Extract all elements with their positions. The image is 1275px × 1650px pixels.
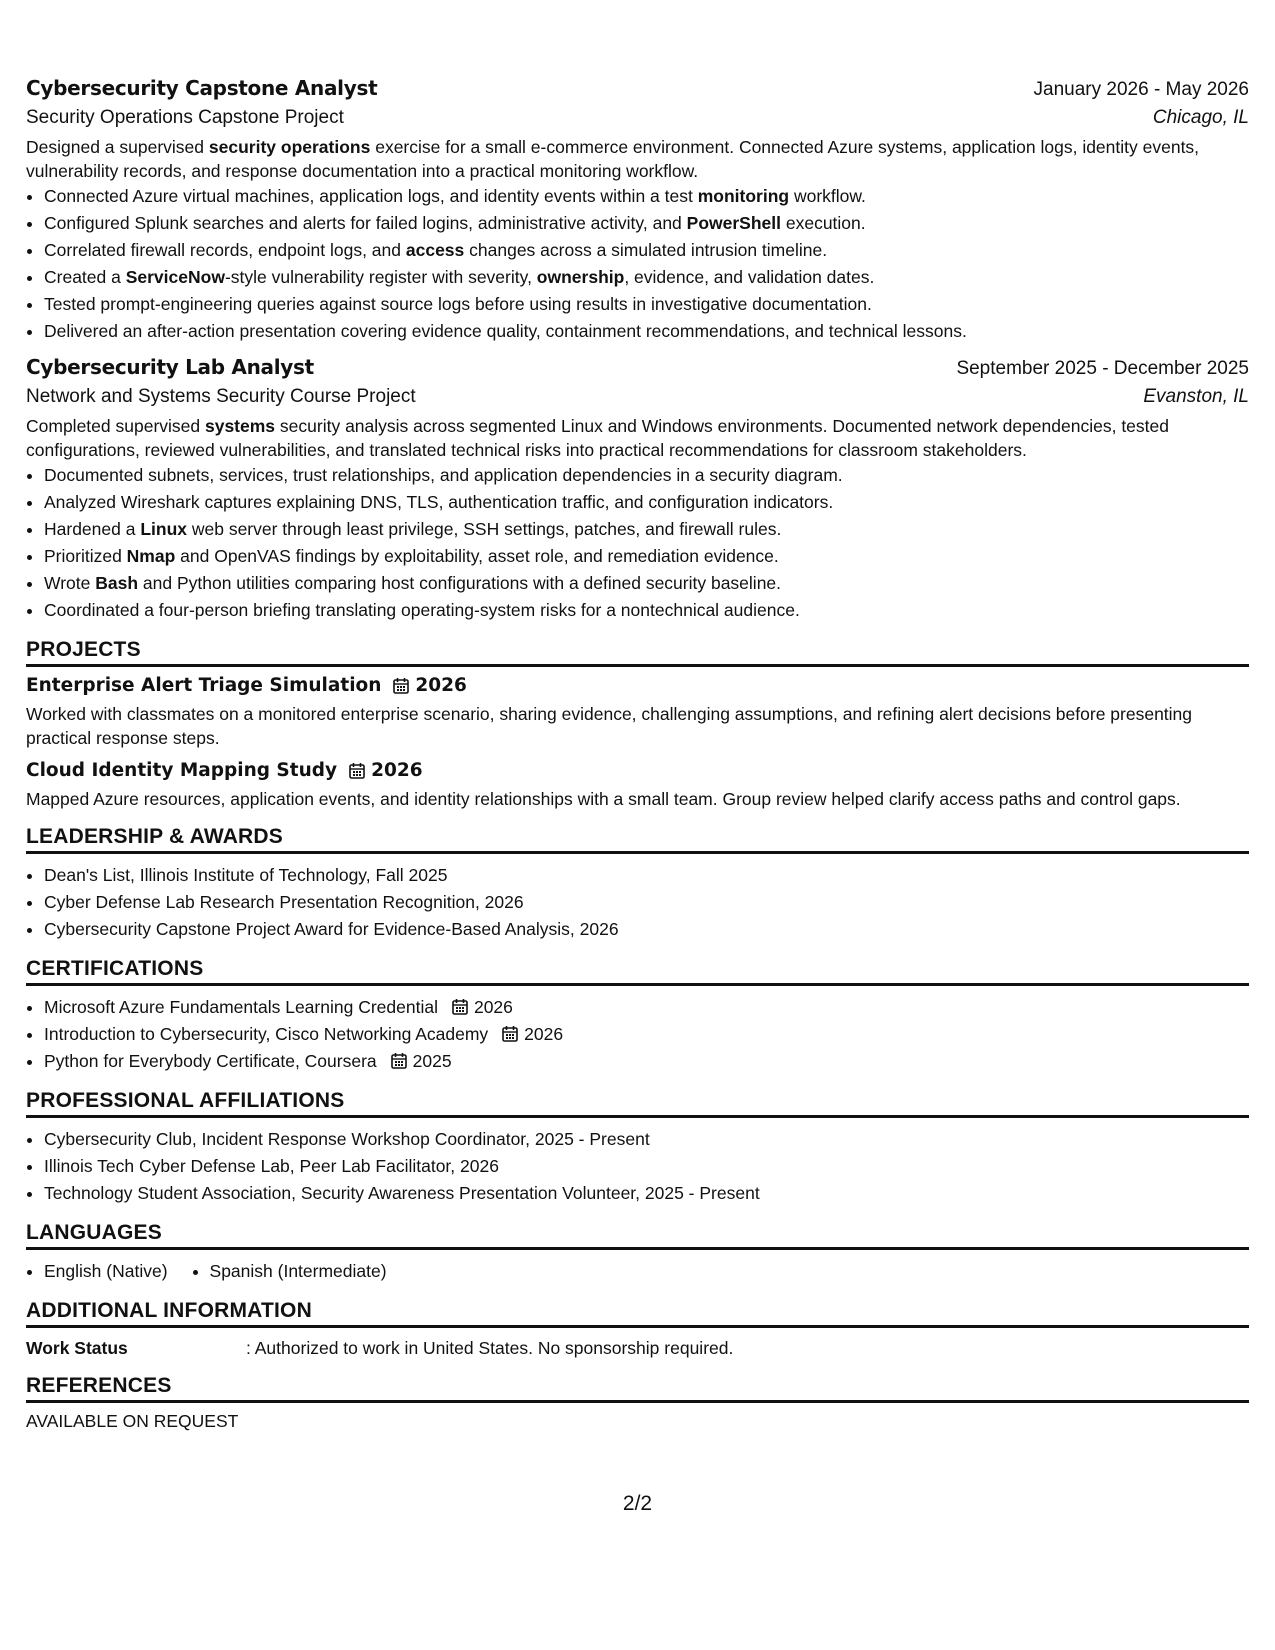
list-item: • Delivered an after-action presentation covering evidence quality, containment recommendations, and technical lessons. xyxy=(44,318,1249,345)
list-item: • Spanish (Intermediate) xyxy=(210,1258,387,1285)
project-year: 2026 xyxy=(415,675,467,696)
experience-entry xyxy=(26,76,1249,345)
section-title-leadership: LEADERSHIP & AWARDS xyxy=(26,825,1249,854)
calendar-icon xyxy=(452,998,468,1015)
list-item: • Coordinated a four-person briefing translating operating-system risks for a nontechnical audience. xyxy=(44,597,1249,624)
list-item: • Dean's List, Illinois Institute of Technology, Fall 2025 xyxy=(44,862,1249,889)
job-organization: Network and Systems Security Course Project xyxy=(26,386,416,407)
job-bullets xyxy=(26,462,1249,624)
list-item: • Microsoft Azure Fundamentals Learning Credential 2026 xyxy=(44,994,1249,1021)
list-item: • Wrote Bash and Python utilities comparing host configurations with a defined security baseline. xyxy=(44,570,1249,597)
job-title: Cybersecurity Lab Analyst xyxy=(26,355,314,379)
list-item: • Analyzed Wireshark captures explaining DNS, TLS, authentication traffic, and configuration indicators. xyxy=(44,489,1249,516)
job-bullets xyxy=(26,183,1249,345)
work-status-label: Work Status xyxy=(26,1338,128,1358)
section-title-additional: ADDITIONAL INFORMATION xyxy=(26,1299,1249,1328)
list-item: • English (Native) xyxy=(44,1258,168,1285)
certifications-list xyxy=(26,994,1249,1075)
job-dates: January 2026 - May 2026 xyxy=(1033,79,1249,100)
list-item: • Created a ServiceNow-style vulnerability register with severity, ownership, evidence, and validation dates. xyxy=(44,264,1249,291)
job-location: Chicago, IL xyxy=(1152,107,1249,128)
project-description: Worked with classmates on a monitored enterprise scenario, sharing evidence, challenging assumptions, and refining alert decisions before presenting practical response steps. xyxy=(26,704,1193,748)
list-item: • Hardened a Linux web server through least privilege, SSH settings, patches, and firewall rules. xyxy=(44,516,1249,543)
section-title-projects: PROJECTS xyxy=(26,638,1249,667)
list-item: • Correlated firewall records, endpoint logs, and access changes across a simulated intrusion timeline. xyxy=(44,237,1249,264)
work-status-value: : Authorized to work in United States. No sponsorship required. xyxy=(246,1338,734,1358)
languages-list xyxy=(26,1258,1249,1285)
job-description: Completed supervised systems security analysis across segmented Linux and Windows environments. Documented network dependencies, tested configurations, reviewed vulnerabilities, and translated technical risks into practical recommendations for classroom stakeholders. xyxy=(26,416,1169,460)
list-item: • Introduction to Cybersecurity, Cisco Networking Academy 2026 xyxy=(44,1021,1249,1048)
list-item: • Cybersecurity Club, Incident Response Workshop Coordinator, 2025 - Present xyxy=(44,1126,1249,1153)
list-item: • Configured Splunk searches and alerts for failed logins, administrative activity, and PowerShell execution. xyxy=(44,210,1249,237)
list-item: • Cybersecurity Capstone Project Award for Evidence-Based Analysis, 2026 xyxy=(44,916,1249,943)
list-item: • Documented subnets, services, trust relationships, and application dependencies in a security diagram. xyxy=(44,462,1249,489)
list-item: • Technology Student Association, Security Awareness Presentation Volunteer, 2025 - Present xyxy=(44,1180,1249,1207)
resume-page xyxy=(26,76,1249,1432)
work-status-row xyxy=(26,1336,1249,1360)
list-item: • Python for Everybody Certificate, Coursera 2025 xyxy=(44,1048,1249,1075)
section-title-affiliations: PROFESSIONAL AFFILIATIONS xyxy=(26,1089,1249,1118)
section-title-certifications: CERTIFICATIONS xyxy=(26,957,1249,986)
project-title: Enterprise Alert Triage Simulation xyxy=(26,675,382,696)
job-location: Evanston, IL xyxy=(1143,386,1249,407)
leadership-list xyxy=(26,862,1249,943)
section-title-references: REFERENCES xyxy=(26,1374,1249,1403)
job-organization: Security Operations Capstone Project xyxy=(26,107,344,128)
calendar-icon xyxy=(502,1025,518,1042)
experience-entry xyxy=(26,355,1249,624)
list-item: • Cyber Defense Lab Research Presentation Recognition, 2026 xyxy=(44,889,1249,916)
job-title: Cybersecurity Capstone Analyst xyxy=(26,76,378,100)
project-description: Mapped Azure resources, application events, and identity relationships with a small team. Group review helped clarify access paths and control gaps. xyxy=(26,789,1181,809)
references-text: AVAILABLE ON REQUEST xyxy=(26,1411,239,1431)
project-year: 2026 xyxy=(371,760,423,781)
project-entry xyxy=(26,760,1249,811)
page-number: 2/2 xyxy=(622,1492,653,1515)
calendar-icon xyxy=(349,762,365,779)
project-entry xyxy=(26,675,1249,750)
list-item: • Illinois Tech Cyber Defense Lab, Peer Lab Facilitator, 2026 xyxy=(44,1153,1249,1180)
section-title-languages: LANGUAGES xyxy=(26,1221,1249,1250)
job-description: Designed a supervised security operations exercise for a small e-commerce environment. Connected Azure systems, application logs, identity events, vulnerability records, and response documentation into a practical monitoring workflow. xyxy=(26,137,1200,181)
calendar-icon xyxy=(391,1052,407,1069)
calendar-icon xyxy=(393,677,409,694)
affiliations-list xyxy=(26,1126,1249,1207)
list-item: • Connected Azure virtual machines, application logs, and identity events within a test monitoring workflow. xyxy=(44,183,1249,210)
project-title: Cloud Identity Mapping Study xyxy=(26,760,338,781)
job-dates: September 2025 - December 2025 xyxy=(956,358,1249,379)
list-item: • Tested prompt-engineering queries against source logs before using results in investigative documentation. xyxy=(44,291,1249,318)
list-item: • Prioritized Nmap and OpenVAS findings by exploitability, asset role, and remediation evidence. xyxy=(44,543,1249,570)
